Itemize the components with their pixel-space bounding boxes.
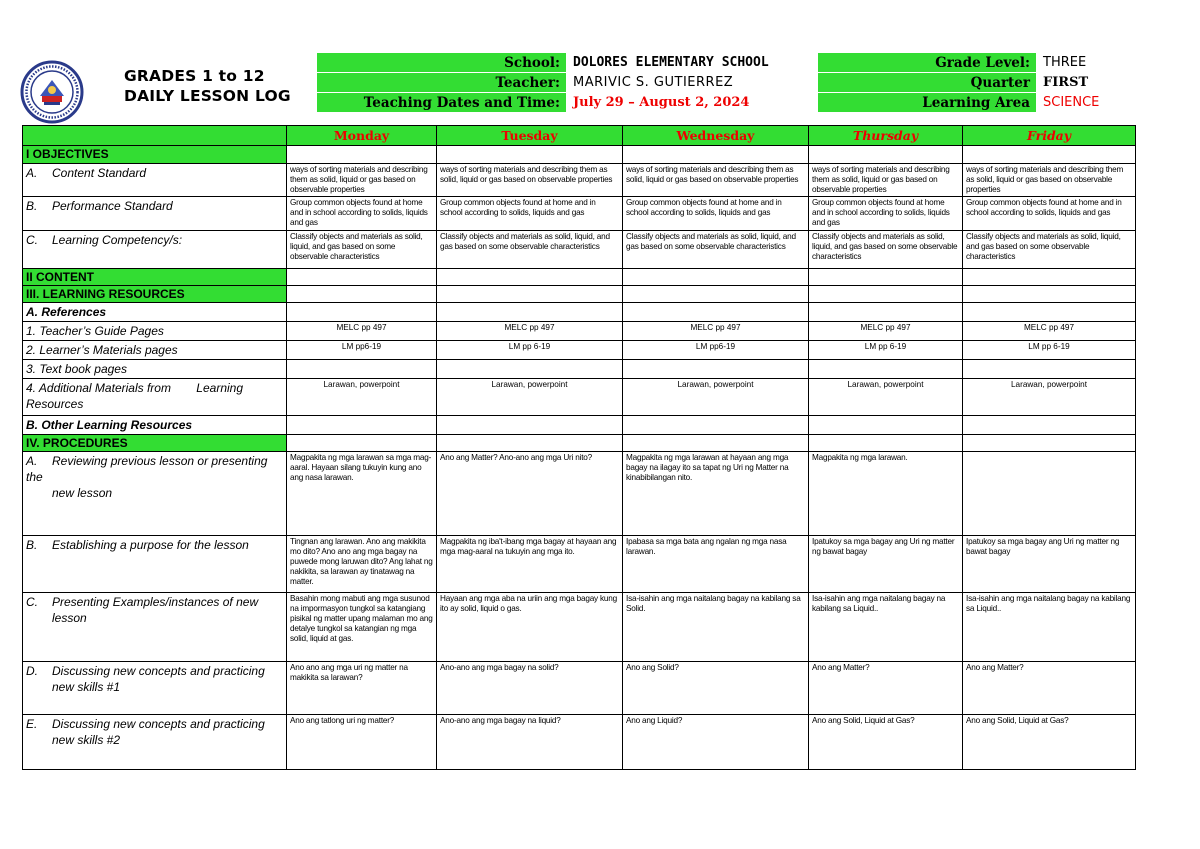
- quarter-label: Quarter: [818, 73, 1037, 93]
- dates-label: Teaching Dates and Time:: [317, 93, 567, 113]
- cell-monday: Tingnan ang larawan. Ano ang makikita mo dito? Ano ano ang mga bagay na puwede mong laruwan dito? Ang lahat ng nakikita, sa larawan ay tinatawag na matter.: [287, 536, 437, 593]
- row-label: Discussing new concepts and practicing: [52, 717, 265, 731]
- table-row: [23, 593, 1136, 662]
- cell-wednesday: Ipabasa sa mga bata ang ngalan ng mga nasa larawan.: [623, 536, 809, 593]
- cell-thursday: Larawan, powerpoint: [809, 379, 963, 416]
- table-row: [23, 231, 1136, 269]
- table-row: [23, 715, 1136, 770]
- day-header-row: [23, 126, 1136, 146]
- grade-value: THREE: [1037, 53, 1150, 73]
- deped-seal-icon: [20, 60, 84, 124]
- cell-friday: Ano ang Solid, Liquid at Gas?: [963, 715, 1136, 770]
- cell-wednesday: Isa-isahin ang mga naitalang bagay na kabilang sa Solid.: [623, 593, 809, 662]
- section-content: II CONTENT: [23, 269, 287, 286]
- row-letter: C.: [26, 233, 38, 247]
- teacher-value: MARIVIC S. GUTIERREZ: [567, 73, 812, 93]
- cell-monday: Basahin mong mabuti ang mga susunod na impormasyon tungkol sa katangiang pisikal ng matter upang malaman mo ang detalye tungkol sa katangian ng mga solid, liquid at gas.: [287, 593, 437, 662]
- cell-wednesday: Ano ang Solid?: [623, 662, 809, 715]
- dates-value: July 29 – August 2, 2024: [567, 93, 812, 113]
- grade-label: Grade Level:: [818, 53, 1037, 73]
- cell-thursday: Ano ang Matter?: [809, 662, 963, 715]
- cell-monday: Ano ano ang mga uri ng matter na makikita sa larawan?: [287, 662, 437, 715]
- cell-friday: ways of sorting materials and describing them as solid, liquid or gas based on observable properties: [963, 164, 1136, 197]
- cell-friday: Classify objects and materials as solid, liquid, and gas based on some observable characteristics: [963, 231, 1136, 269]
- school-value: DOLORES ELEMENTARY SCHOOL: [567, 53, 812, 73]
- table-row: [23, 341, 1136, 360]
- day-friday: Friday: [963, 126, 1136, 146]
- cell-thursday: Ipatukoy sa mga bagay ang Uri ng matter ng bawat bagay: [809, 536, 963, 593]
- cell-tuesday: LM pp 6-19: [437, 341, 623, 360]
- cell-tuesday: ways of sorting materials and describing them as solid, liquid or gas based on observable properties: [437, 164, 623, 197]
- cell-friday: [963, 452, 1136, 536]
- section-procedures: IV. PROCEDURES: [23, 435, 287, 452]
- cell-friday: LM pp 6-19: [963, 341, 1136, 360]
- row-label: new lesson: [52, 486, 113, 500]
- cell-tuesday: Magpakita ng iba't-ibang mga bagay at hayaan ang mga mag-aaral na tukuyin ang mga ito.: [437, 536, 623, 593]
- cell-wednesday: Ano ang Liquid?: [623, 715, 809, 770]
- table-row: [23, 452, 1136, 536]
- section-references: A. References: [23, 303, 287, 322]
- cell-wednesday: ways of sorting materials and describing them as solid, liquid or gas based on observable properties: [623, 164, 809, 197]
- cell-thursday: Classify objects and materials as solid, liquid, and gas based on some observable characteristics: [809, 231, 963, 269]
- cell-tuesday: Ano-ano ang mga bagay na liquid?: [437, 715, 623, 770]
- cell-monday: MELC pp 497: [287, 322, 437, 341]
- cell-thursday: Ano ang Solid, Liquid at Gas?: [809, 715, 963, 770]
- quarter-value: FIRST: [1037, 73, 1150, 93]
- corner-cell: [23, 126, 287, 146]
- teacher-label: Teacher:: [317, 73, 567, 93]
- row-label: 4. Additional Materials from: [26, 381, 171, 395]
- row-letter: D.: [26, 664, 38, 678]
- row-label: Reviewing previous lesson or presenting the: [26, 454, 268, 484]
- cell-friday: MELC pp 497: [963, 322, 1136, 341]
- day-tuesday: Tuesday: [437, 126, 623, 146]
- header-info-left: [316, 52, 812, 113]
- cell-friday: Isa-isahin ang mga naitalang bagay na kabilang sa Liquid..: [963, 593, 1136, 662]
- table-row: [23, 662, 1136, 715]
- row-label: new skills #1: [52, 680, 121, 694]
- school-label: School:: [317, 53, 567, 73]
- cell-wednesday: MELC pp 497: [623, 322, 809, 341]
- cell-tuesday: MELC pp 497: [437, 322, 623, 341]
- section-resources: III. LEARNING RESOURCES: [23, 286, 287, 303]
- row-label: Learning: [196, 381, 244, 395]
- day-monday: Monday: [287, 126, 437, 146]
- cell-monday: Magpakita ng mga larawan sa mga mag-aaral. Hayaan silang tukuyin kung ano ang nasa larawan.: [287, 452, 437, 536]
- row-letter: B.: [26, 538, 38, 552]
- cell-monday: Larawan, powerpoint: [287, 379, 437, 416]
- area-value: SCIENCE: [1037, 93, 1150, 113]
- cell-tuesday: Ano ang Matter? Ano-ano ang mga Uri nito?: [437, 452, 623, 536]
- cell-monday: LM pp6-19: [287, 341, 437, 360]
- table-row: [23, 360, 1136, 379]
- cell-thursday: Group common objects found at home and in school according to solids, liquids and gas: [809, 197, 963, 231]
- table-row: [23, 536, 1136, 593]
- day-thursday: Thursday: [809, 126, 963, 146]
- table-row: [23, 197, 1136, 231]
- cell-thursday: Magpakita ng mga larawan.: [809, 452, 963, 536]
- row-label: 2. Learner’s Materials pages: [23, 341, 287, 360]
- row-label: Discussing new concepts and practicing: [52, 664, 265, 678]
- cell-tuesday: Group common objects found at home and in school according to solids, liquids and gas: [437, 197, 623, 231]
- row-label: 1. Teacher’s Guide Pages: [23, 322, 287, 341]
- cell-thursday: ways of sorting materials and describing them as solid, liquid or gas based on observable properties: [809, 164, 963, 197]
- table-row: [23, 379, 1136, 416]
- cell-friday: Larawan, powerpoint: [963, 379, 1136, 416]
- day-wednesday: Wednesday: [623, 126, 809, 146]
- cell-tuesday: Ano-ano ang mga bagay na solid?: [437, 662, 623, 715]
- row-label: lesson: [52, 611, 87, 625]
- cell-monday: Ano ang tatlong uri ng matter?: [287, 715, 437, 770]
- cell-thursday: Isa-isahin ang mga naitalang bagay na kabilang sa Liquid..: [809, 593, 963, 662]
- page-title: GRADES 1 to 12 DAILY LESSON LOG: [124, 67, 291, 105]
- header-info-right: [817, 52, 1150, 113]
- cell-wednesday: LM pp6-19: [623, 341, 809, 360]
- section-objectives: I OBJECTIVES: [23, 146, 287, 164]
- row-label: Learning Competency/s:: [52, 233, 183, 247]
- row-letter: C.: [26, 595, 38, 609]
- row-label: Establishing a purpose for the lesson: [52, 538, 249, 552]
- lesson-log-table: [22, 125, 1136, 770]
- row-label: 3. Text book pages: [23, 360, 287, 379]
- cell-wednesday: Group common objects found at home and in school according to solids, liquids and gas: [623, 197, 809, 231]
- cell-wednesday: Magpakita ng mga larawan at hayaan ang mga bagay na ilagay ito sa tapat ng Uri ng Matter na kinabibilangan nito.: [623, 452, 809, 536]
- row-label: Resources: [26, 397, 84, 411]
- cell-friday: Ano ang Matter?: [963, 662, 1136, 715]
- row-label: Content Standard: [52, 166, 147, 180]
- cell-friday: Ipatukoy sa mga bagay ang Uri ng matter ng bawat bagay: [963, 536, 1136, 593]
- row-letter: B.: [26, 199, 38, 213]
- cell-tuesday: Classify objects and materials as solid, liquid, and gas based on some observable characteristics: [437, 231, 623, 269]
- table-row: [23, 322, 1136, 341]
- row-label: Performance Standard: [52, 199, 173, 213]
- cell-wednesday: Classify objects and materials as solid, liquid, and gas based on some observable characteristics: [623, 231, 809, 269]
- table-row: [23, 164, 1136, 197]
- cell-monday: ways of sorting materials and describing them as solid, liquid or gas based on observable properties: [287, 164, 437, 197]
- row-letter: A.: [26, 166, 38, 180]
- row-letter: E.: [26, 717, 38, 731]
- cell-monday: Group common objects found at home and in school according to solids, liquids and gas: [287, 197, 437, 231]
- cell-tuesday: Larawan, powerpoint: [437, 379, 623, 416]
- cell-friday: Group common objects found at home and in school according to solids, liquids and gas: [963, 197, 1136, 231]
- cell-thursday: LM pp 6-19: [809, 341, 963, 360]
- row-letter: A.: [26, 454, 38, 468]
- row-label: Presenting Examples/instances of new: [52, 595, 259, 609]
- cell-monday: Classify objects and materials as solid, liquid, and gas based on some observable characteristics: [287, 231, 437, 269]
- cell-tuesday: Hayaan ang mga aba na uriin ang mga bagay kung ito ay solid, liquid o gas.: [437, 593, 623, 662]
- section-other-resources: B. Other Learning Resources: [23, 416, 287, 435]
- area-label: Learning Area: [818, 93, 1037, 113]
- row-label: new skills #2: [52, 733, 121, 747]
- cell-thursday: MELC pp 497: [809, 322, 963, 341]
- cell-wednesday: Larawan, powerpoint: [623, 379, 809, 416]
